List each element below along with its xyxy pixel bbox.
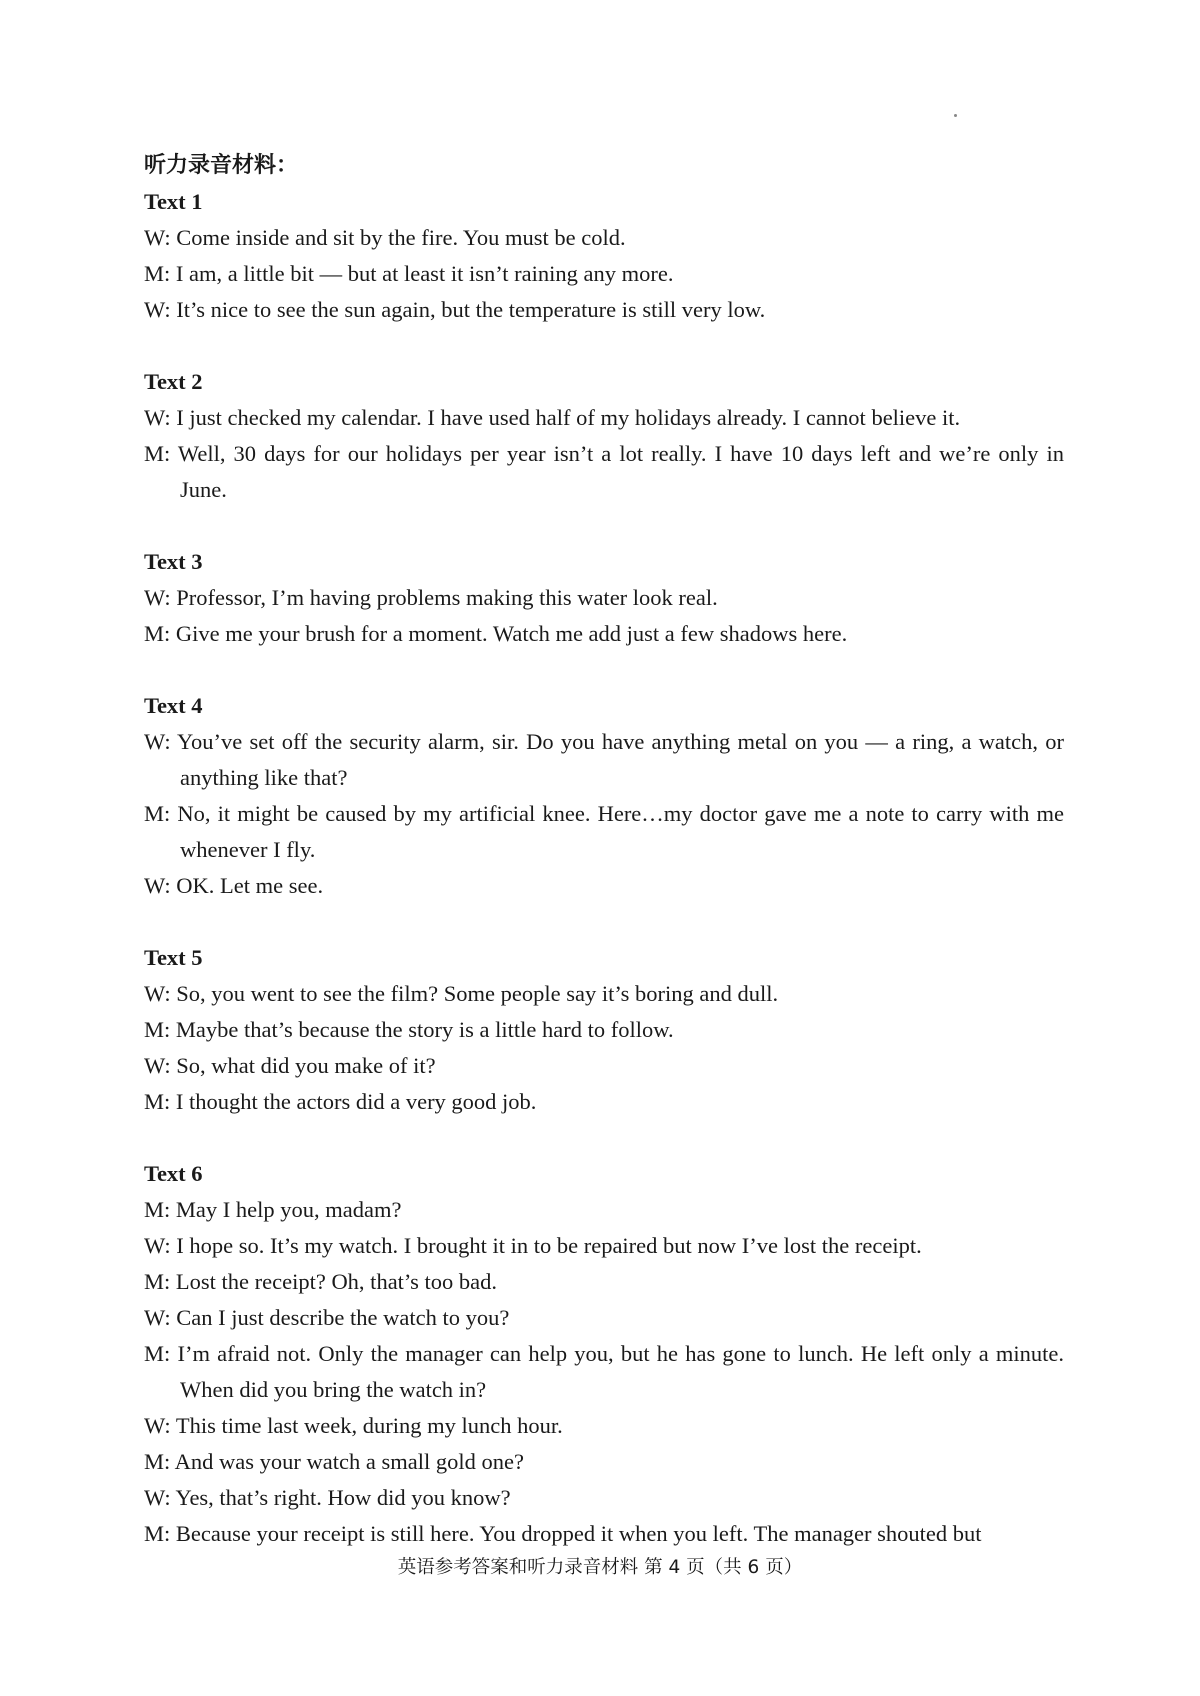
dialogue-line: W: Yes, that’s right. How did you know? [144,1485,511,1510]
section-title: Text 1 [144,189,203,214]
section-title: Text 2 [144,369,203,394]
section-title: Text 5 [144,945,203,970]
dialogue-line: M: And was your watch a small gold one? [144,1449,524,1474]
section-title: Text 6 [144,1161,203,1186]
document-body [144,148,1064,1588]
dialogue-line: W: So, you went to see the film? Some people say it’s boring and dull. [144,981,779,1006]
stray-mark [954,114,957,117]
section-title: Text 4 [144,693,203,718]
dialogue-line: M: Lost the receipt? Oh, that’s too bad. [144,1269,498,1294]
dialogue-line: M: Give me your brush for a moment. Watch me add just a few shadows here. [144,621,848,646]
dialogue-line: W: Can I just describe the watch to you? [144,1305,510,1330]
section-text-6 [144,1156,1064,1552]
section-text-1 [144,184,1064,328]
dialogue-line: M: Maybe that’s because the story is a little hard to follow. [144,1017,674,1042]
dialogue-line: W: Professor, I’m having problems making this water look real. [144,585,718,610]
dialogue-line: M: No, it might be caused by my artificial knee. Here…my doctor gave me a note to carry with me whenever I fly. [144,801,1064,862]
section-text-3 [144,544,1064,652]
dialogue-line: M: I am, a little bit — but at least it isn’t raining any more. [144,261,674,286]
dialogue-line: W: You’ve set off the security alarm, sir. Do you have anything metal on you — a ring, a watch, or anything like that? [144,729,1064,790]
dialogue-line: M: Well, 30 days for our holidays per year isn’t a lot really. I have 10 days left and we’re only in June. [144,441,1064,502]
dialogue-line: W: It’s nice to see the sun again, but the temperature is still very low. [144,297,766,322]
section-text-2 [144,364,1064,508]
dialogue-line: M: I’m afraid not. Only the manager can help you, but he has gone to lunch. He left only a minute. When did you bring the watch in? [144,1341,1064,1402]
section-title: Text 3 [144,549,203,574]
page-heading: 听力录音材料： [144,153,299,178]
dialogue-line: W: OK. Let me see. [144,873,324,898]
page-footer: 英语参考答案和听力录音材料 第 4 页（共 6 页） [397,1557,803,1578]
dialogue-line: W: So, what did you make of it? [144,1053,436,1078]
dialogue-line: W: I hope so. It’s my watch. I brought it in to be repaired but now I’ve lost the receipt. [144,1233,922,1258]
dialogue-line: M: May I help you, madam? [144,1197,402,1222]
dialogue-line: M: I thought the actors did a very good job. [144,1089,537,1114]
dialogue-line: W: Come inside and sit by the fire. You must be cold. [144,225,626,250]
section-text-4 [144,688,1064,904]
dialogue-line: W: This time last week, during my lunch hour. [144,1413,563,1438]
dialogue-line: M: Because your receipt is still here. You dropped it when you left. The manager shouted but [144,1521,982,1546]
section-text-5 [144,940,1064,1120]
dialogue-line: W: I just checked my calendar. I have used half of my holidays already. I cannot believe it. [144,405,961,430]
